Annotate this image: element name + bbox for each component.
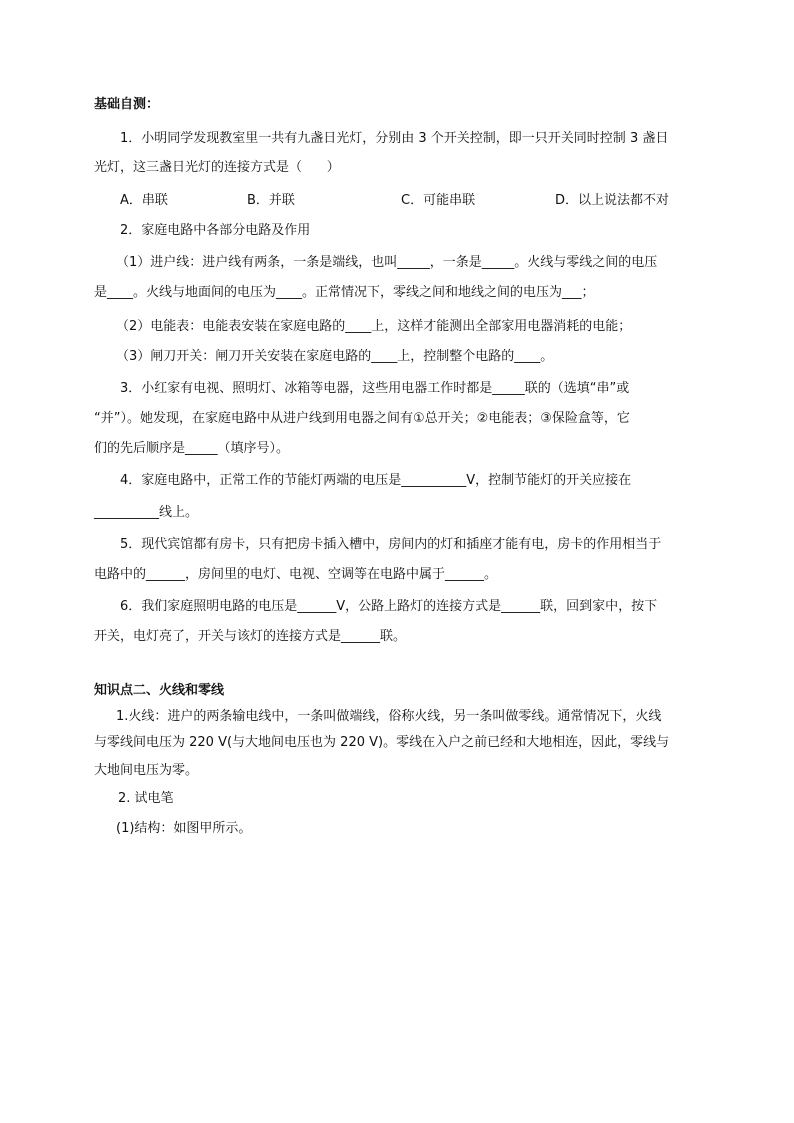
option-c: C．可能串联 bbox=[401, 193, 476, 208]
question-2-part-3: （3）闸刀开关：闸刀开关安装在家庭电路的____上，控制整个电路的____。 bbox=[116, 349, 554, 364]
point-1-line-2: 与零线间电压为 220 V(与大地间电压也为 220 V)。零线在入户之前已经和大地相连，因此，零线与 bbox=[94, 735, 670, 750]
point-1-line-1: 1.火线：进户的两条输电线中，一条叫做端线，俗称火线，另一条叫做零线。通常情况下，火线 bbox=[116, 709, 662, 724]
question-3-line-1: 3．小红家有电视、照明灯、冰箱等电器，这些用电器工作时都是_____联的（选填“串”或 bbox=[120, 381, 630, 396]
question-6-line-2: 开关，电灯亮了，开关与该灯的连接方式是______联。 bbox=[94, 629, 407, 644]
point-1-line-3: 大地间电压为零。 bbox=[94, 763, 199, 778]
option-b: B．并联 bbox=[247, 193, 295, 208]
option-d: D．以上说法都不对 bbox=[555, 193, 670, 208]
question-6-line-1: 6．我们家庭照明电路的电压是______V，公路上路灯的连接方式是______联，回到家中，按下 bbox=[120, 599, 658, 614]
question-3-line-2: “并”）。她发现，在家庭电路中从进户线到用电器之间有①总开关；②电能表；③保险盒等，它 bbox=[94, 411, 630, 426]
point-2-structure: (1)结构：如图甲所示。 bbox=[116, 821, 252, 836]
question-3-line-3: 们的先后顺序是_____（填序号）。 bbox=[94, 441, 290, 456]
question-2-part-2: （2）电能表：电能表安装在家庭电路的____上，这样才能测出全部家用电器消耗的电能； bbox=[116, 319, 632, 334]
question-4-line-1: 4．家庭电路中，正常工作的节能灯两端的电压是__________V，控制节能灯的开关应接在 bbox=[120, 473, 632, 488]
question-2-part-1-line-2: 是____。火线与地面间的电压为____。正常情况下，零线之间和地线之间的电压为___； bbox=[94, 285, 595, 300]
question-2-part-1-line-1: （1）进户线：进户线有两条，一条是端线，也叫_____，一条是_____。火线与零线之间的电压 bbox=[116, 255, 658, 270]
question-5-line-1: 5．现代宾馆都有房卡，只有把房卡插入槽中，房间内的灯和插座才能有电，房卡的作用相当于 bbox=[120, 537, 662, 552]
question-2-title: 2．家庭电路中各部分电路及作用 bbox=[120, 223, 311, 238]
question-4-line-2: __________线上。 bbox=[94, 505, 199, 520]
section-heading-live-neutral-wires: 知识点二、火线和零线 bbox=[94, 683, 225, 698]
question-1-line-2: 光灯，这三盏日光灯的连接方式是（ ） bbox=[94, 160, 340, 175]
question-1-line-1: 1．小明同学发现教室里一共有九盏日光灯，分别由 3 个开关控制，即一只开关同时控制 3 盏日 bbox=[120, 131, 669, 146]
option-a: A．串联 bbox=[120, 193, 168, 208]
section-heading-basic-self-test: 基础自测： bbox=[94, 97, 160, 112]
point-2-title: 2. 试电笔 bbox=[118, 791, 174, 806]
question-5-line-2: 电路中的______，房间里的电灯、电视、空调等在电路中属于______。 bbox=[94, 567, 498, 582]
